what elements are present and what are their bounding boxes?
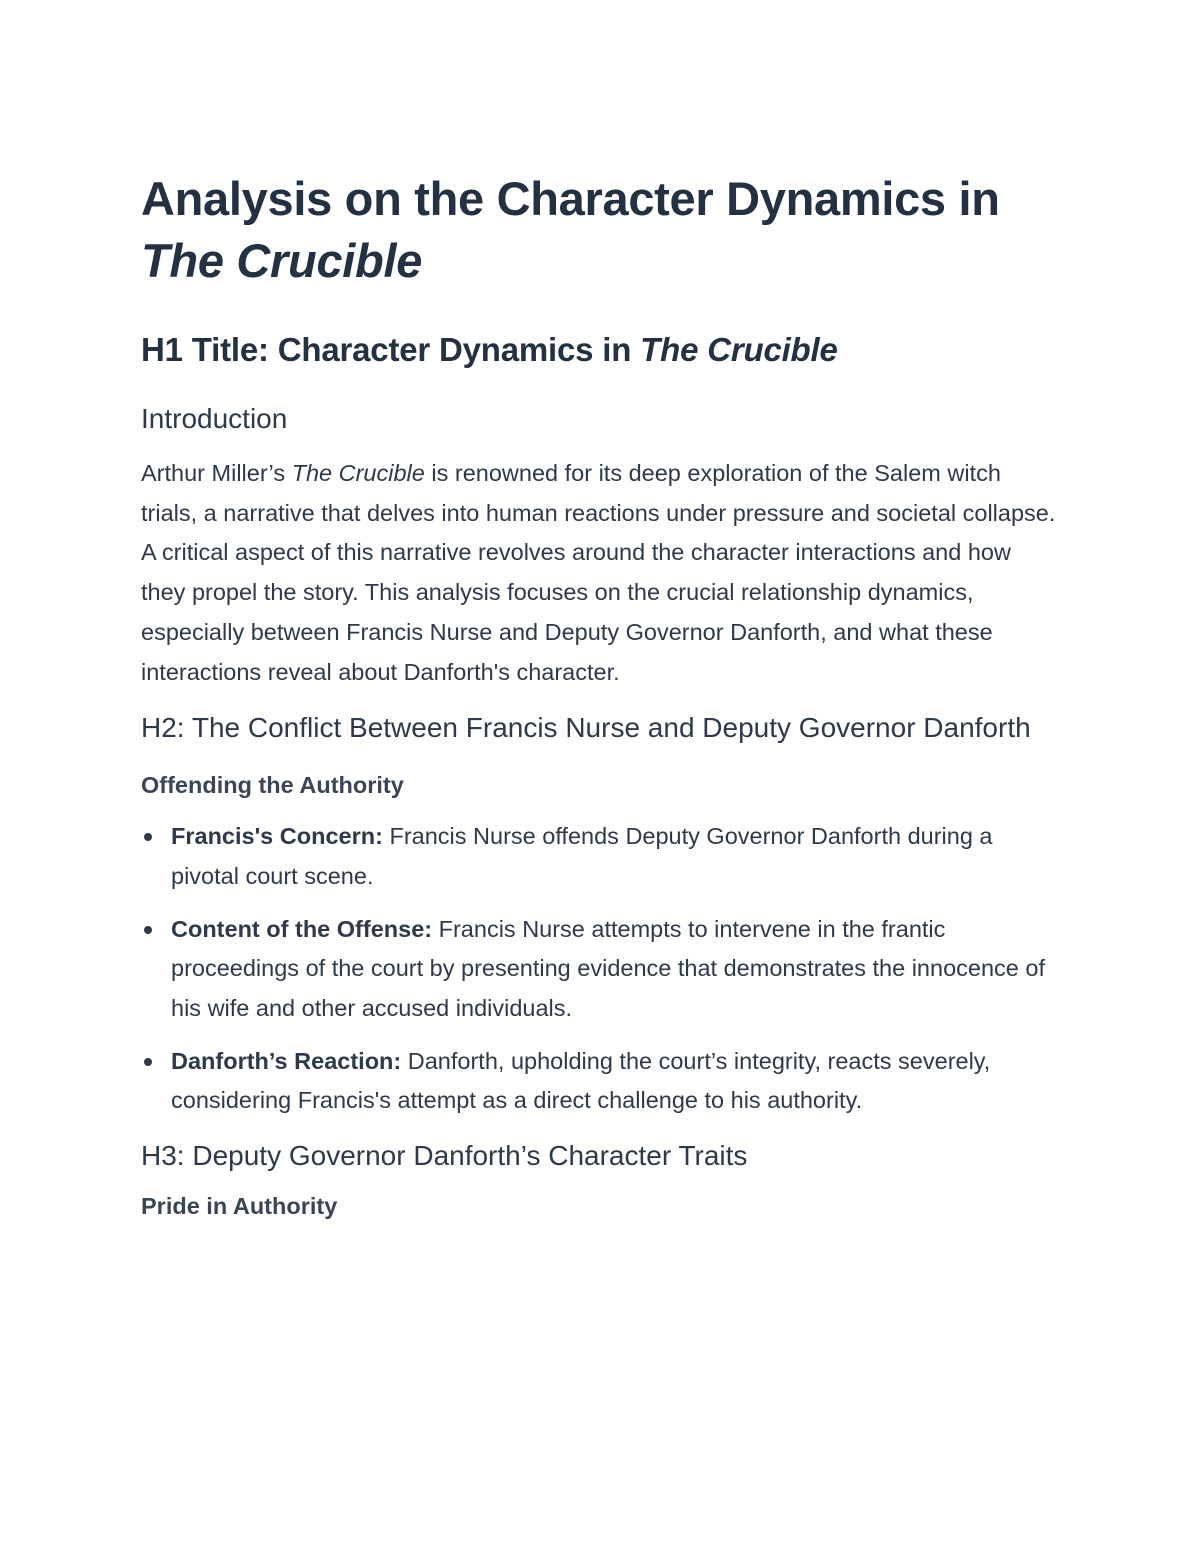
intro-text-rest: is renowned for its deep exploration of the Salem witch trials, a narrative that delves into human reactions under pressure and societal collapse. A critical aspect of this narrative revolves around the character interactions and how they propel the story. This analysis focuses on the crucial relationship dynamics, especially between Francis Nurse and Deputy Governor Danforth, and what these interactions reveal about Danforth's character. xyxy=(141,460,1056,685)
bullet-dot-icon xyxy=(144,833,152,841)
bullet-lead: Francis's Concern: xyxy=(171,823,383,850)
h1-heading-prefix: H1 Title: Character Dynamics in xyxy=(141,331,641,368)
bullet-dot-icon xyxy=(144,1058,152,1066)
bullet-dot-icon xyxy=(144,926,152,934)
h2-subheading: Offending the Authority xyxy=(141,772,404,799)
h1-heading-italic: The Crucible xyxy=(640,331,838,368)
introduction-paragraph xyxy=(141,454,1060,692)
bullet-lead: Content of the Offense: xyxy=(171,915,433,942)
h1-heading xyxy=(141,328,1060,372)
list-item xyxy=(141,910,1060,1029)
intro-text-italic: The Crucible xyxy=(291,460,425,486)
intro-text-start: Arthur Miller’s xyxy=(141,460,292,486)
bullet-list xyxy=(141,817,1060,1121)
h2-heading: H2: The Conflict Between Francis Nurse and Deputy Governor Danforth xyxy=(141,712,1031,744)
introduction-heading: Introduction xyxy=(141,403,288,434)
list-item xyxy=(141,1042,1060,1121)
bullet-text: Francis Nurse attempts to intervene in the frantic proceedings of the court by presenting evidence that demonstrates the innocence of his wife and other accused individuals. xyxy=(171,915,1045,1022)
h3-subheading: Pride in Authority xyxy=(141,1193,338,1220)
bullet-text: Danforth, upholding the court’s integrity, reacts severely, considering Francis's attempt as a direct challenge to his authority. xyxy=(171,1047,991,1114)
bullet-text: Francis Nurse offends Deputy Governor Danforth during a pivotal court scene. xyxy=(171,823,993,889)
document-title xyxy=(141,168,1060,292)
document-title-line2: The Crucible xyxy=(141,234,423,287)
h3-heading: H3: Deputy Governor Danforth’s Character Traits xyxy=(141,1140,748,1172)
bullet-lead: Danforth’s Reaction: xyxy=(171,1047,402,1074)
list-item xyxy=(141,817,1060,896)
document-title-line1: Analysis on the Character Dynamics in xyxy=(141,172,1000,225)
